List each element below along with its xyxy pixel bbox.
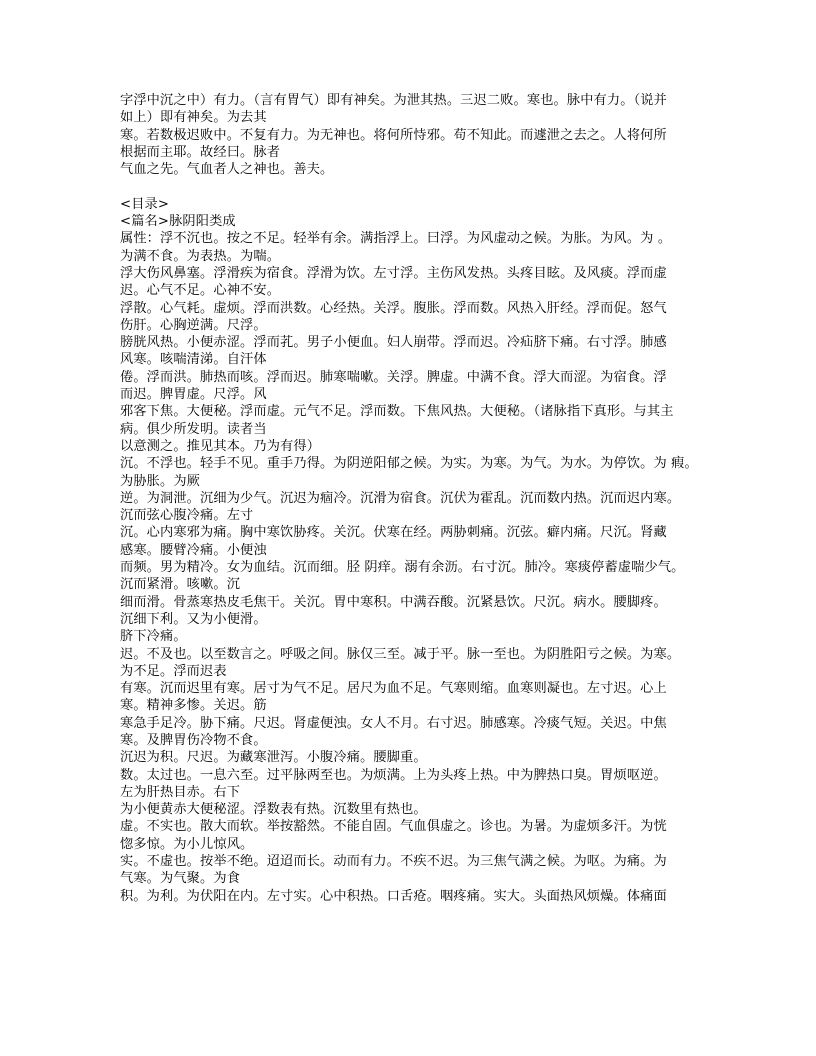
text-line: 而迟。脾胃虚。尺浮。风	[120, 387, 267, 403]
text-line: 迟。不及也。以至数言之。呼吸之间。脉仅三至。减于平。脉一至也。为阴胜阳亏之候。为寒。	[120, 646, 681, 662]
text-line: 实。不虚也。按举不绝。迢迢而长。动而有力。不疾不迟。为三焦气满之候。为呕。为痛。为	[120, 854, 667, 870]
text-line: 风寒。咳喘清涕。自汗体	[120, 352, 267, 368]
text-line: 寒。精神多惨。关迟。筋	[120, 698, 267, 714]
text-line: 寒。若数极迟败中。不复有力。为无神也。将何所恃邪。苟不知此。而遽泄之去之。人将何所	[120, 127, 667, 143]
text-line: 寒。及脾胃伤冷物不食。	[120, 732, 267, 748]
text-line: 倦。浮而洪。肺热而咳。浮而迟。肺寒喘嗽。关浮。脾虚。中满不食。浮大而涩。为宿食。浮	[120, 369, 667, 385]
text-line: 迟。心气不足。心神不安。	[120, 283, 281, 299]
text-line: 数。太过也。一息六至。过平脉两至也。为烦满。上为头疼上热。中为脾热口臭。胃烦呕逆。	[120, 767, 667, 783]
text-line: <目录>	[120, 196, 170, 212]
text-line: 浮散。心气耗。虚烦。浮而洪数。心经热。关浮。腹胀。浮而数。风热入肝经。浮而促。怒气	[120, 300, 667, 316]
text-line: 气寒。为气聚。为食	[120, 871, 241, 887]
text-line: 左为肝热目赤。右下	[120, 784, 241, 800]
text-line: <篇名>脉阴阳类成	[120, 214, 236, 230]
text-line: 寒急手足冷。胁下痛。尺迟。肾虚便浊。女人不月。右寸迟。肺感寒。冷痰气短。关迟。中焦	[120, 715, 667, 731]
text-line: 脐下冷痛。	[120, 629, 187, 645]
text-line: 膀胱风热。小便赤涩。浮而芤。男子小便血。妇人崩带。浮而迟。冷疝脐下痛。右寸浮。肺感	[120, 335, 667, 351]
text-line: 以意测之。推见其本。乃为有得）	[120, 438, 321, 454]
text-line: 为小便黄赤大便秘涩。浮数表有热。沉数里有热也。	[120, 802, 427, 818]
text-line: 浮大伤风鼻塞。浮滑疾为宿食。浮滑为饮。左寸浮。主伤风发热。头疼目眩。及风痰。浮而虚	[120, 265, 667, 281]
document-page	[120, 92, 704, 905]
text-line: 沉细下利。又为小便滑。	[120, 611, 267, 627]
text-line: 气血之先。气血者人之神也。善夫。	[120, 162, 334, 178]
text-line: 细而滑。骨蒸寒热皮毛焦干。关沉。胃中寒积。中满吞酸。沉紧悬饮。尺沉。病水。腰脚疼。	[120, 594, 667, 610]
text-line: 病。俱少所发明。读者当	[120, 421, 267, 437]
text-line: 沉而弦心腹冷痛。左寸	[120, 508, 254, 524]
text-line: 虚。不实也。散大而软。举按豁然。不能自固。气血俱虚之。诊也。为暑。为虚烦多汗。为恍	[120, 819, 667, 835]
text-line: 为胁胀。为厥	[120, 473, 201, 489]
text-line: 字浮中沉之中）有力。（言有胃气）即有神矣。为泄其热。三迟二败。寒也。脉中有力。（说并	[120, 93, 667, 108]
text-line: 沉。心内寒邪为痛。胸中寒饮胁疼。关沉。伏寒在经。两胁刺痛。沉弦。癖内痛。尺沉。肾藏	[120, 525, 667, 541]
text-line: 根据而主耶。故经曰。脉者	[120, 144, 281, 160]
text-line: 如上）即有神矣。为去其	[120, 110, 267, 126]
text-line: 而频。男为精冷。女为血结。沉而细。胫 阴痒。溺有余沥。右寸沉。肺冷。寒痰停蓄虚喘少气。	[120, 560, 685, 576]
text-line: 沉而紧滑。咳嗽。沉	[120, 577, 241, 593]
text-line: 伤肝。心胸逆满。尺浮。	[120, 317, 267, 333]
text-line: 积。为利。为伏阳在内。左寸实。心中积热。口舌疮。咽疼痛。实大。头面热风烦燥。体痛面	[120, 888, 667, 904]
text-line: 惚多惊。为小儿惊风。	[120, 836, 254, 852]
text-line: 邪客下焦。大便秘。浮而虚。元气不足。浮而数。下焦风热。大便秘。（诸脉指下真形。与其主	[120, 404, 674, 420]
text-line: 为不足。浮而迟表	[120, 663, 227, 679]
text-line: 沉。不浮也。轻手不见。重手乃得。为阴逆阳郁之候。为实。为寒。为气。为水。为停饮。为 瘕。	[120, 456, 698, 472]
text-line: 有寒。沉而迟里有寒。居寸为气不足。居尺为血不足。气寒则缩。血寒则凝也。左寸迟。心上	[120, 681, 667, 697]
text-line: 沉迟为积。尺迟。为藏寒泄泻。小腹冷痛。腰脚重。	[120, 750, 427, 766]
text-line: 为满不食。为表热。为喘。	[120, 248, 281, 264]
text-line: 属性：浮不沉也。按之不足。轻举有余。满指浮上。曰浮。为风虚动之候。为胀。为风。为 。	[120, 231, 672, 247]
blank-line	[120, 178, 704, 195]
text-line: 逆。为洞泄。沉细为少气。沉迟为痼冷。沉滑为宿食。沉伏为霍乱。沉而数内热。沉而迟内寒。	[120, 490, 681, 506]
text-line: 感寒。腰臂冷痛。小便浊	[120, 542, 267, 558]
